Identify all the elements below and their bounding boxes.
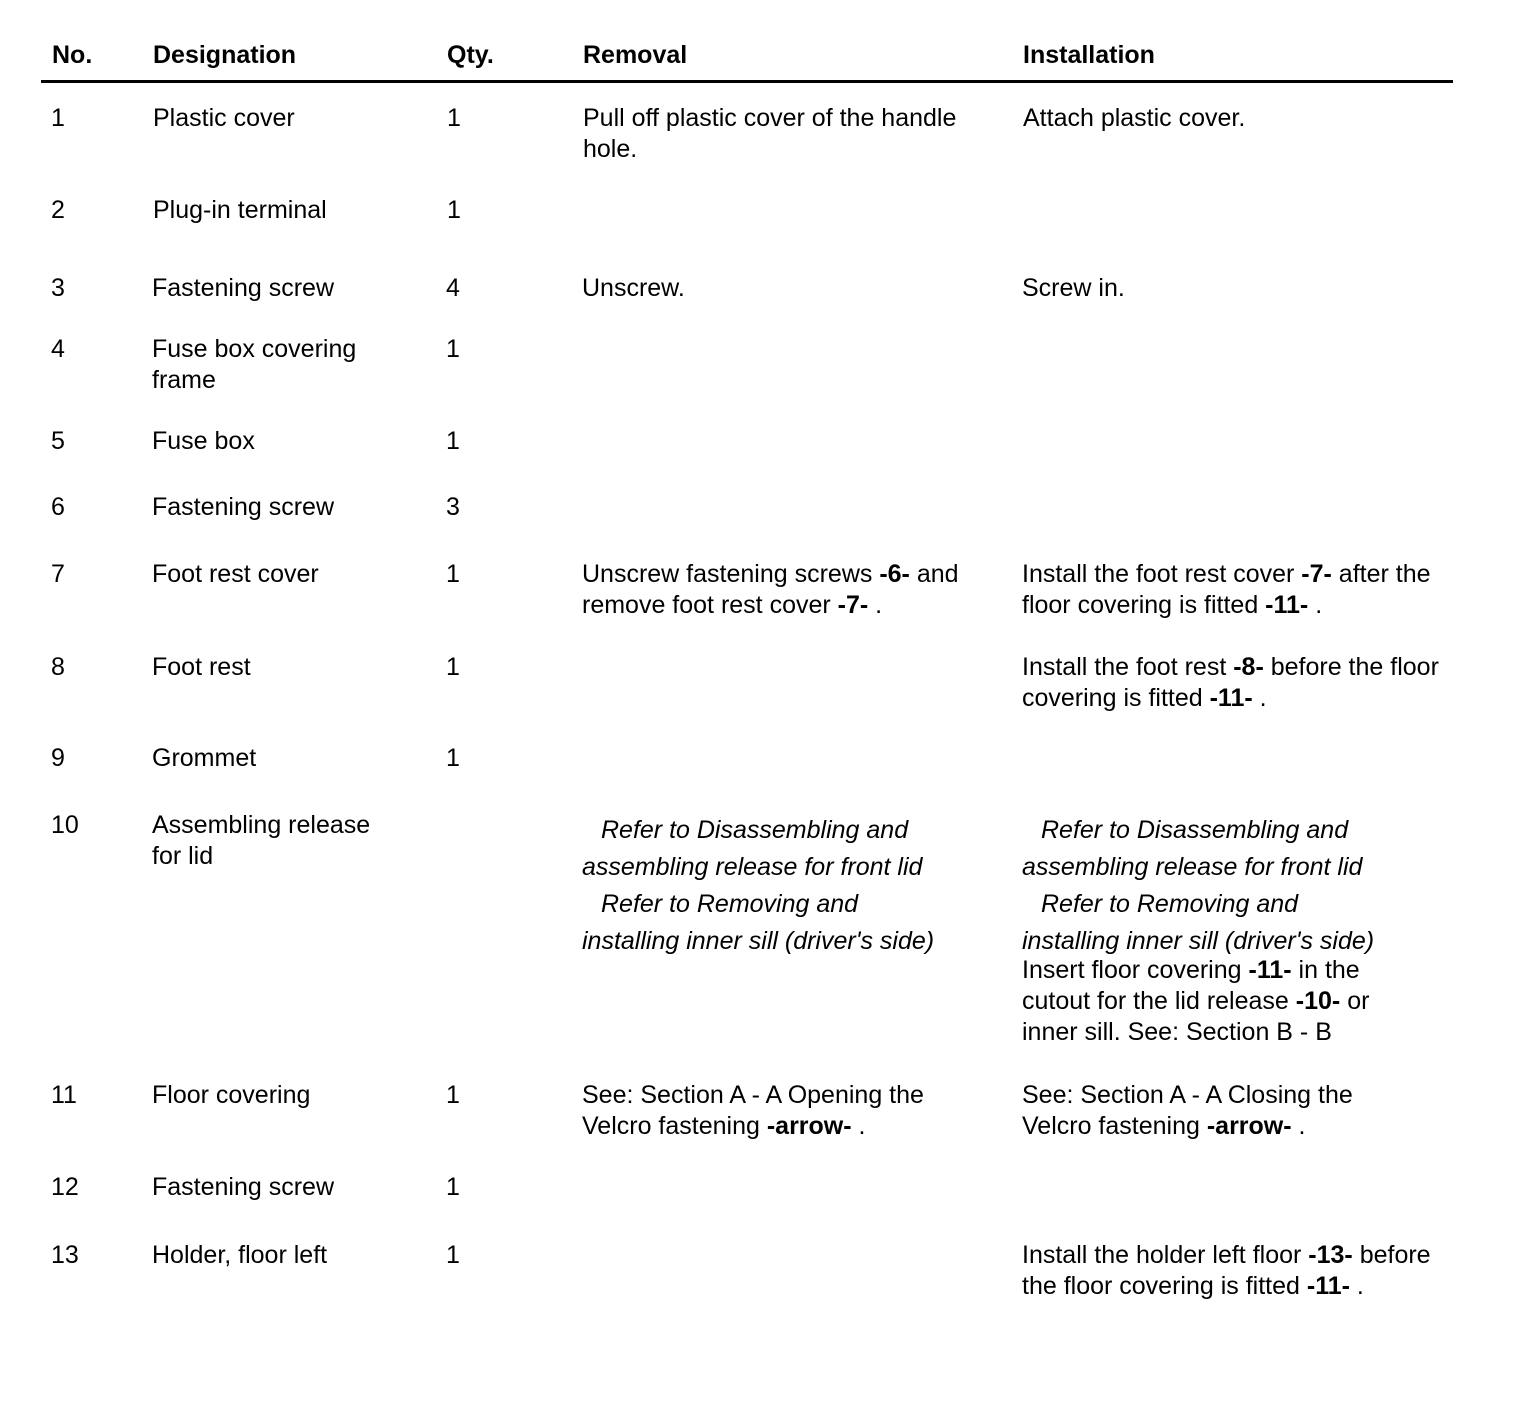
cell-removal <box>582 812 1007 960</box>
cell-qty: 3 <box>446 493 460 521</box>
header-no: No. <box>52 41 93 69</box>
cell-no: 10 <box>51 811 79 839</box>
cell-designation: Plastic cover <box>153 104 295 132</box>
cell-installation: Install the foot rest cover -7- after the floor covering is fitted -11- . <box>1022 560 1431 619</box>
installation-note: Insert floor covering -11- in the cutout for the lid release -10- or inner sill. See: Section B - B <box>1022 956 1370 1046</box>
cell-qty: 1 <box>446 1173 460 1201</box>
table-header <box>0 0 1520 82</box>
cell-no: 12 <box>51 1173 79 1201</box>
cell-designation: Assembling release for lid <box>152 811 371 870</box>
reference-link[interactable]: Refer to Removing and <box>601 890 859 918</box>
cell-installation: See: Section A - A Closing the Velcro fastening -arrow- . <box>1022 1081 1353 1140</box>
header-installation: Installation <box>1023 41 1155 69</box>
cell-designation: Fastening screw <box>152 493 335 521</box>
cell-designation: Fastening screw <box>152 1173 335 1201</box>
header-removal: Removal <box>583 41 688 69</box>
cell-designation: Fuse box <box>152 427 255 455</box>
cell-no: 3 <box>51 274 65 302</box>
cell-no: 7 <box>51 560 65 588</box>
reference-link[interactable]: installing inner sill (driver's side) <box>582 927 935 955</box>
cell-designation: Foot rest <box>152 653 251 681</box>
cell-qty: 1 <box>447 104 461 132</box>
reference-link[interactable]: assembling release for front lid <box>582 853 923 881</box>
cell-designation: Floor covering <box>152 1081 311 1109</box>
cell-installation: Install the holder left floor -13- before the floor covering is fitted -11- . <box>1022 1241 1431 1300</box>
reference-link[interactable]: installing inner sill (driver's side) <box>1022 927 1375 955</box>
cell-qty: 1 <box>446 744 460 772</box>
cell-installation: Attach plastic cover. <box>1023 104 1246 132</box>
cell-removal: Pull off plastic cover of the handle hole. <box>583 104 957 163</box>
reference-link[interactable]: Refer to Disassembling and <box>1041 816 1349 844</box>
cell-removal: Unscrew. <box>582 274 685 302</box>
cell-no: 8 <box>51 653 65 681</box>
reference-link[interactable]: assembling release for front lid <box>1022 853 1363 881</box>
cell-designation: Fuse box covering frame <box>152 335 357 394</box>
cell-qty: 1 <box>446 335 460 363</box>
header-divider <box>41 80 1453 83</box>
cell-qty: 1 <box>446 427 460 455</box>
cell-designation: Foot rest cover <box>152 560 319 588</box>
cell-removal: See: Section A - A Opening the Velcro fastening -arrow- . <box>582 1081 924 1140</box>
cell-no: 1 <box>51 104 65 132</box>
cell-no: 6 <box>51 493 65 521</box>
cell-designation: Holder, floor left <box>152 1241 328 1269</box>
cell-qty: 1 <box>446 653 460 681</box>
cell-no: 4 <box>51 335 65 363</box>
cell-designation: Fastening screw <box>152 274 335 302</box>
cell-no: 13 <box>51 1241 79 1269</box>
cell-installation: Install the foot rest -8- before the floor covering is fitted -11- . <box>1022 653 1439 712</box>
header-qty: Qty. <box>447 41 494 69</box>
cell-no: 5 <box>51 427 65 455</box>
cell-qty: 1 <box>446 1241 460 1269</box>
cell-no: 2 <box>51 196 65 224</box>
cell-installation <box>1022 812 1422 1048</box>
cell-qty: 1 <box>447 196 461 224</box>
reference-link[interactable]: Refer to Removing and <box>1041 890 1299 918</box>
cell-designation: Grommet <box>152 744 257 772</box>
cell-qty: 1 <box>446 1081 460 1109</box>
cell-no: 11 <box>51 1081 77 1109</box>
cell-no: 9 <box>51 744 65 772</box>
cell-qty: 1 <box>446 560 460 588</box>
cell-installation: Screw in. <box>1022 274 1125 302</box>
header-designation: Designation <box>153 41 297 69</box>
cell-qty: 4 <box>446 274 460 302</box>
cell-designation: Plug-in terminal <box>153 196 327 224</box>
reference-link[interactable]: Refer to Disassembling and <box>601 816 909 844</box>
cell-removal: Unscrew fastening screws -6- and remove foot rest cover -7- . <box>582 560 959 619</box>
